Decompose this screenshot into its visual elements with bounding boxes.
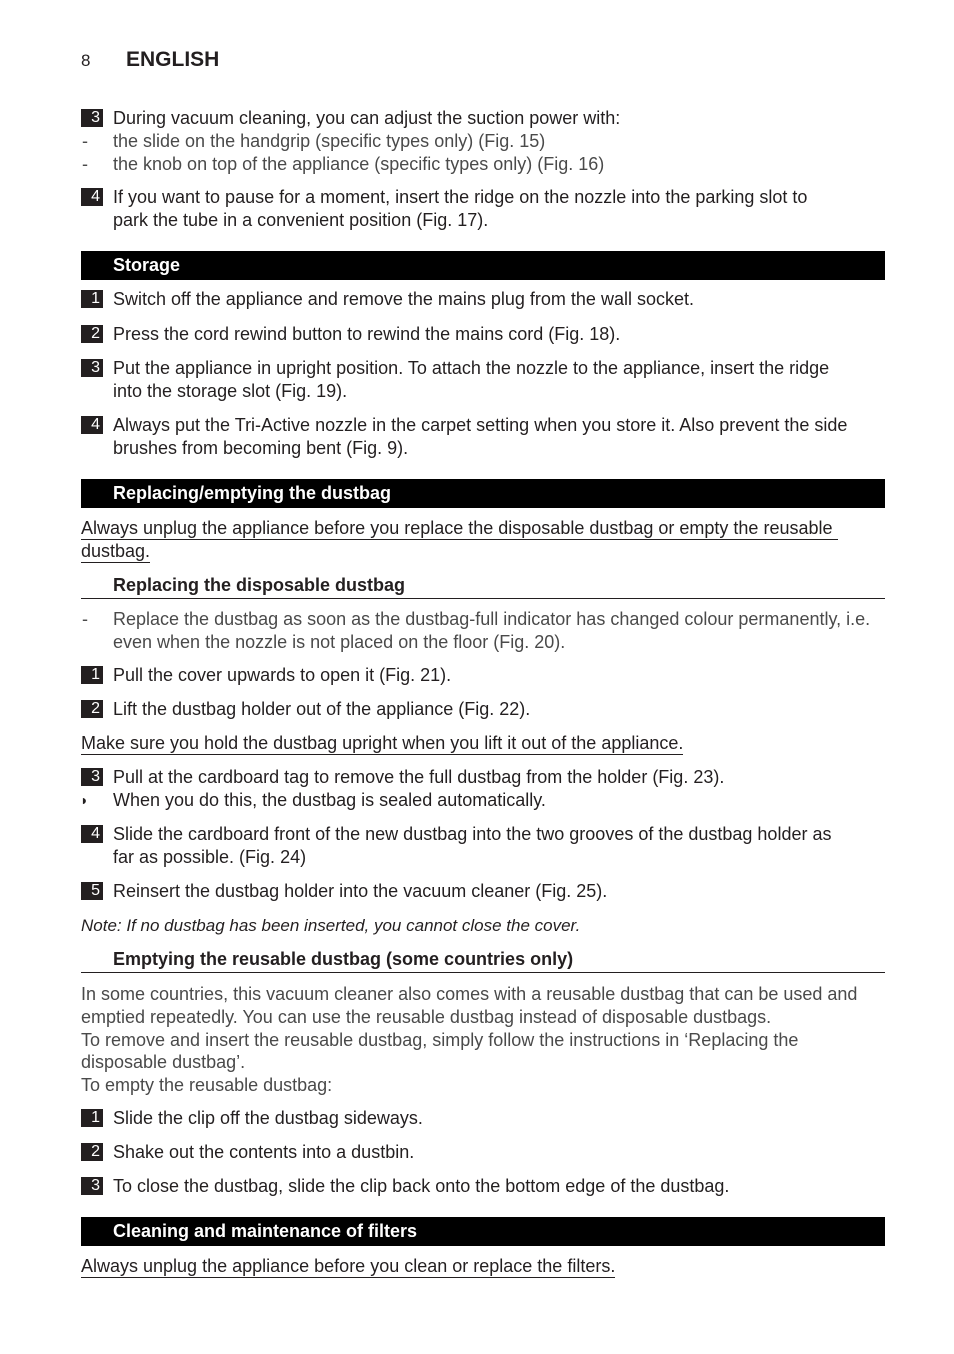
bullet-item: Replace the dustbag as soon as the dustbag-full indicator has changed colour permanently, i.e.	[113, 609, 871, 629]
step-text: Shake out the contents into a dustbin.	[113, 1142, 415, 1162]
bullet-dash: -	[82, 609, 88, 629]
step-number: 4	[81, 188, 103, 206]
step-text: Lift the dustbag holder out of the appliance (Fig. 22).	[113, 699, 531, 719]
caution-text	[81, 732, 683, 755]
step-number: 1	[81, 1109, 103, 1127]
step-number: 3	[81, 768, 103, 786]
warning-line: dustbag.	[81, 541, 151, 561]
language-heading: ENGLISH	[126, 48, 220, 71]
step-text: Reinsert the dustbag holder into the vacuum cleaner (Fig. 25).	[113, 881, 608, 901]
step-number: 1	[81, 666, 103, 684]
bullet-item: even when the nozzle is not placed on the floor (Fig. 20).	[113, 632, 566, 652]
paragraph-line: To remove and insert the reusable dustbag, simply follow the instructions in ‘Replacing the	[81, 1030, 799, 1050]
step-number: 4	[81, 825, 103, 843]
section-heading-filters	[81, 1217, 885, 1246]
step-text: Pull the cover upwards to open it (Fig. 21).	[113, 665, 452, 685]
result-text: When you do this, the dustbag is sealed automatically.	[113, 790, 546, 810]
page-number: 8	[81, 51, 91, 70]
step-text: into the storage slot (Fig. 19).	[113, 381, 348, 401]
section-heading-storage	[81, 251, 885, 280]
bullet-dash: -	[82, 131, 88, 151]
section-title: Storage	[113, 255, 181, 275]
step-number: 3	[81, 359, 103, 377]
step-text: Put the appliance in upright position. To attach the nozzle to the appliance, insert the ridge	[113, 358, 830, 378]
step-text: To close the dustbag, slide the clip back onto the bottom edge of the dustbag.	[113, 1176, 730, 1196]
result-marker-icon: ◗	[80, 792, 89, 808]
warning-text	[81, 540, 150, 563]
paragraph-line: disposable dustbag’.	[81, 1052, 246, 1072]
step-text: brushes from becoming bent (Fig. 9).	[113, 438, 409, 458]
step-number: 3	[81, 109, 103, 127]
step-number: 2	[81, 325, 103, 343]
warning-text	[81, 1255, 615, 1278]
step-number: 1	[81, 290, 103, 308]
paragraph-line: In some countries, this vacuum cleaner also comes with a reusable dustbag that can be used and	[81, 984, 858, 1004]
step-number: 5	[81, 882, 103, 900]
step-text: If you want to pause for a moment, insert the ridge on the nozzle into the parking slot to	[113, 187, 808, 207]
step-number: 3	[81, 1177, 103, 1195]
section-title: Cleaning and maintenance of filters	[113, 1221, 418, 1241]
paragraph-line: emptied repeatedly. You can use the reusable dustbag instead of disposable dustbags.	[81, 1007, 772, 1027]
bullet-item: the slide on the handgrip (specific types only) (Fig. 15)	[113, 131, 546, 151]
step-text: Slide the clip off the dustbag sideways.	[113, 1108, 423, 1128]
step-text: far as possible. (Fig. 24)	[113, 847, 307, 867]
warning-line: Always unplug the appliance before you replace the disposable dustbag or empty the reusable	[81, 518, 838, 540]
subheading-disposable	[81, 574, 885, 599]
subheading-title: Emptying the reusable dustbag (some countries only)	[113, 949, 574, 969]
bullet-dash: -	[82, 154, 88, 174]
step-text: Slide the cardboard front of the new dustbag into the two grooves of the dustbag holder as	[113, 824, 832, 844]
subheading-title: Replacing the disposable dustbag	[113, 575, 406, 595]
note-text: Note: If no dustbag has been inserted, you cannot close the cover.	[81, 916, 581, 935]
step-number: 2	[81, 1143, 103, 1161]
step-text: Switch off the appliance and remove the mains plug from the wall socket.	[113, 289, 694, 309]
bullet-item: the knob on top of the appliance (specific types only) (Fig. 16)	[113, 154, 605, 174]
warning-text	[81, 517, 838, 540]
step-text: park the tube in a convenient position (Fig. 17).	[113, 210, 489, 230]
paragraph-line: To empty the reusable dustbag:	[81, 1075, 333, 1095]
warning-line: Always unplug the appliance before you clean or replace the filters.	[81, 1256, 616, 1276]
subheading-reusable	[81, 948, 885, 973]
step-text: Pull at the cardboard tag to remove the full dustbag from the holder (Fig. 23).	[113, 767, 725, 787]
step-text: Press the cord rewind button to rewind the mains cord (Fig. 18).	[113, 324, 621, 344]
section-heading-replacing	[81, 479, 885, 508]
section-title: Replacing/emptying the dustbag	[113, 483, 392, 503]
step-number: 4	[81, 416, 103, 434]
step-text: Always put the Tri-Active nozzle in the carpet setting when you store it. Also prevent the side	[113, 415, 848, 435]
step-text: During vacuum cleaning, you can adjust the suction power with:	[113, 108, 621, 128]
caution-line: Make sure you hold the dustbag upright when you lift it out of the appliance.	[81, 733, 684, 753]
step-number: 2	[81, 700, 103, 718]
